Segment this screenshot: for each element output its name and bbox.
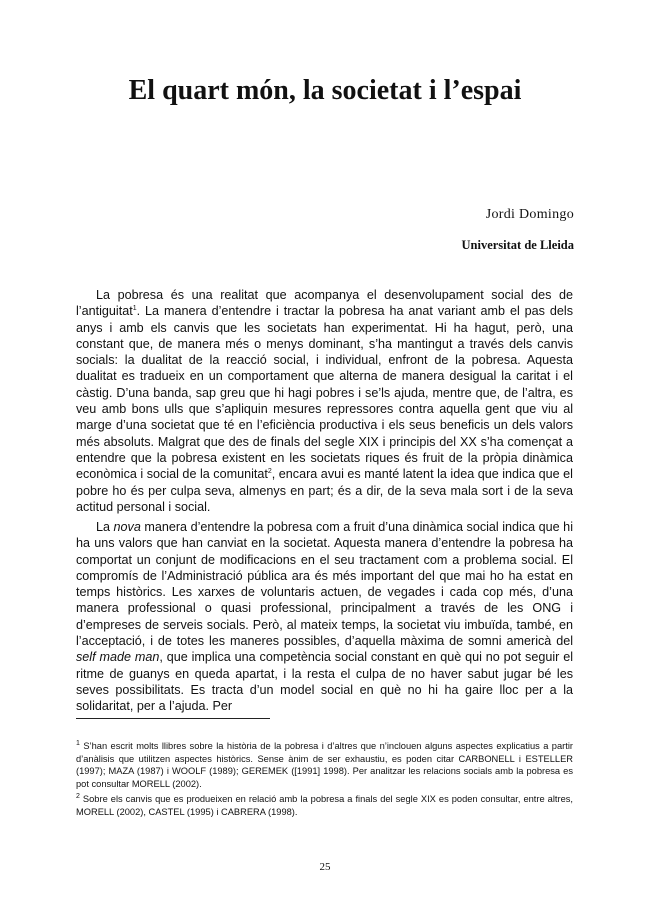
- paragraph-text: La pobresa és una realitat que acompanya el desenvolupament social des de l’antiguitat: [76, 288, 573, 319]
- italic-term-self-made-man: self made man: [76, 650, 160, 665]
- footnote-text: S’han escrit molts llibres sobre la història de la pobresa i d’altres que n’inclouen alguns aspectes explicatius a partir d’anàlisis que utilitzen aspectes històrics. Sense ànim de ser exhaustiu, es poden citar CARBONELL i ESTELLER (1997); MAZA (1987) i WOOLF (1989); GEREMEK ([1991] 1998). Per analitzar les relacions socials amb la pobresa es pot consultar MORELL (2002).: [76, 741, 573, 789]
- author-name: Jordi Domingo: [485, 207, 574, 222]
- page-number: 25: [319, 861, 331, 873]
- footnote-1: [76, 740, 573, 790]
- footnote-text: Sobre els canvis que es produeixen en relació amb la pobresa a finals del segle XIX es poden consultar, entre altres, MORELL (2002), CASTEL (1995) i CABRERA (1998).: [76, 794, 573, 817]
- footnote-marker-2: 2: [267, 468, 272, 476]
- paragraph-text: , que implica una competència social constant en què qui no pot seguir el ritme de guanys en queda apartat, i la resta el culpa de no haver sabut jugar bé les seves possibilitats. Es tracta d’un model social en què no hi ha gaire lloc per a la solidaritat, per a l’ajuda. Per: [76, 650, 573, 714]
- footnote-separator: [76, 718, 270, 719]
- paragraph-text: . La manera d’entendre i tractar la pobresa ha anat variant amb el pas dels anys i amb els canvis que les societats han experimentat. Hi ha hagut, però, una constant que, de manera més o menys dominant, s’ha mantingut a través dels canvis socials: la dualitat de la reacció social, i individual, enfront de la pobresa. Aquesta dualitat es tradueix en un comportament que alterna de manera desigual la caritat i el càstig. D’una banda, sap greu que hi hagi pobres i se’ls ajuda, mentre que, de l’altra, es veu amb bons ulls que s’apliquin mesures repressores contra aquella gent que viu al marge d’una societat que té en l’eficiència productiva i els seus beneficis un dels valors més absoluts. Malgrat que des de finals del segle XIX i principis del XX s’ha començat a entendre que la pobresa existent en les societats riques és fruit de la pròpia dinàmica econòmica i social de la comunitat: [76, 304, 573, 482]
- footnote-number: 1: [76, 739, 80, 747]
- italic-term-nova: nova: [113, 520, 141, 534]
- paragraph-text: La: [96, 520, 114, 534]
- paragraph-text: , encara avui es manté latent la idea que indica que el pobre ho és per culpa seva, almenys en part; és a dir, de la seva mala sort i de la seva actitud personal i social.: [76, 467, 573, 514]
- article-title: El quart món, la societat i l’espai: [128, 75, 522, 106]
- body-paragraph-1: [76, 287, 573, 515]
- footnote-marker-1: 1: [132, 305, 137, 313]
- body-paragraph-2: [76, 519, 573, 715]
- author-affiliation: Universitat de Lleida: [461, 238, 574, 252]
- paragraph-text: manera d’entendre la pobresa com a fruit d’una dinàmica social indica que hi ha uns valors que han canviat en la societat. Aquesta manera d’entendre la pobresa ha comportat un conjunt de modificacions en el seu tractament com a problema social. El compromís de l’Administració pública ara és més important del que mai ho ha estat en temps històrics. Les xarxes de voluntaris actuen, de vegades i cada cop més, d’una manera professional o quasi professional, principalment a través de les ONG i d’empreses de serveis socials. Però, al mateix temps, la societat viu imbuïda, també, en l’acceptació, i de totes les maneres possibles, d’aquella màxima de somni americà del: [76, 520, 573, 649]
- footnote-2: [76, 793, 573, 818]
- footnote-number: 2: [76, 792, 80, 800]
